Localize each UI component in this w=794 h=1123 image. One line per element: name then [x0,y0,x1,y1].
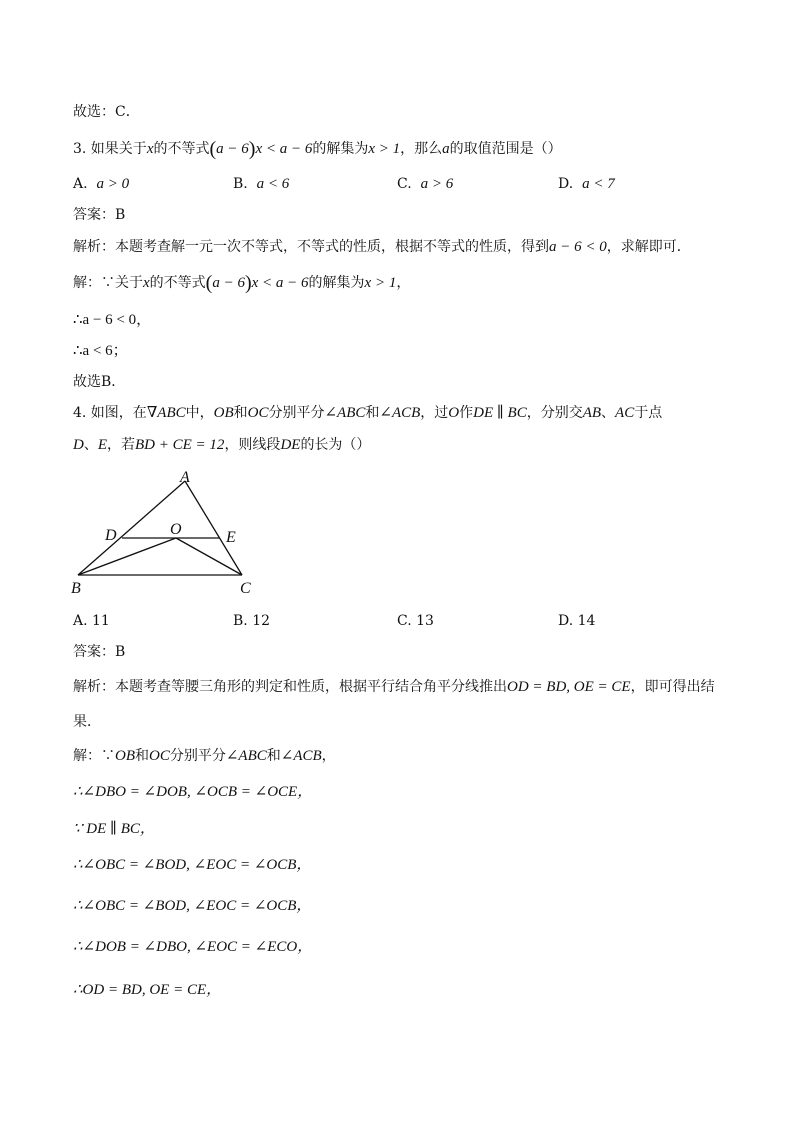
q3-option-b: B. a < 6 [233,176,290,192]
q3-sol-text: ， [396,275,411,291]
q3-step-1: ∴a − 6 < 0， [73,312,152,328]
q3-sol-ineq: x < a − 6 [251,275,309,291]
q3-sol-text: 的不等式 [149,275,206,291]
q4-step-1: ∴∠DBO = ∠DOB, ∠OCB = ∠OCE， [73,784,313,800]
q3-analysis-text: 解析：本题考查解一元一次不等式，不等式的性质，根据不等式的性质，得到 [73,239,549,255]
q3-stem-var: x [146,141,154,157]
q3-sol-var: x [143,275,150,291]
q4-analysis-cont: 果． [73,714,101,730]
q3-answer: 答案：B [73,207,126,223]
q4-option-b: B. 12 [233,613,271,629]
q4-answer: 答案：B [73,644,126,660]
q3-analysis-text: ，求解即可． [606,239,691,255]
q3-stem-text: 的解集为 [312,141,369,157]
segment-ob [78,538,176,575]
q3-stem-text: 的取值范围是（） [449,141,562,157]
q3-analysis [73,237,691,257]
prev-conclusion: 故选：C． [73,104,140,120]
q4-step-2: ∵ DE ∥ BC， [73,821,155,837]
q4-step-4: ∴∠OBC = ∠BOD, ∠EOC = ∠OCB， [73,898,312,914]
q3-step-2: ∴a < 6； [73,343,128,359]
q3-sol-text: 的解集为 [308,275,365,291]
q3-option-c: C. a > 6 [397,176,454,192]
q3-analysis-expr: a − 6 < 0 [549,239,607,255]
q3-solution-line: 解：∵关于x的不等式(a − 6)x < a − 6的解集为x > 1， [73,272,411,294]
triangle-figure [70,468,270,598]
q4-step-5: ∴∠DOB = ∠DBO, ∠EOC = ∠ECO， [73,939,313,955]
q4-option-a: A. 11 [73,613,110,629]
label-o: O [170,521,182,538]
q3-option-a: A. a > 0 [73,176,130,192]
q3-option-d: D. a < 7 [558,176,615,192]
q3-sol-expr: a − 6 [212,275,245,291]
label-b: B [71,580,81,597]
q3-stem-ineq: x < a − 6 [255,141,313,157]
label-d: D [105,527,117,544]
q3-stem: 3. 如果关于x的不等式(a − 6)x < a − 6的解集为x > 1，那么a的取值范围是（） [73,138,562,160]
q3-stem-solution: x > 1 [368,141,401,157]
q3-sol-solution: x > 1 [364,275,397,291]
q4-step-6: ∴OD = BD, OE = CE， [73,982,222,998]
q4-stem-line-2: D、E，若BD + CE = 12，则线段DE的长为（） [73,437,371,453]
q3-stem-expr: a − 6 [216,141,249,157]
q3-stem-text: 的不等式 [153,141,210,157]
q3-stem-var: a [442,141,450,157]
q4-option-d: D. 14 [558,613,596,629]
label-e: E [226,529,236,546]
q4-stem-line-1: 4. 如图，在∇ABC中，OB和OC分别平分∠ABC和∠ACB，过O作DE ∥ BC，分别交AB、AC于点 [73,405,663,421]
label-c: C [240,580,251,597]
q3-conclusion: 故选B． [73,374,126,390]
q4-option-c: C. 13 [397,613,434,629]
label-a: A [180,469,190,486]
q4-analysis: 解析：本题考查等腰三角形的判定和性质，根据平行结合角平分线推出OD = BD, OE = CE，即可得出结 [73,679,715,695]
q3-stem-text: 3. 如果关于 [73,141,147,157]
segment-ac [185,481,242,575]
segment-ab [78,481,185,575]
q3-stem-text: ，那么 [400,141,443,157]
q3-sol-text: 解：∵关于 [73,275,143,291]
q4-step-3: ∴∠OBC = ∠BOD, ∠EOC = ∠OCB， [73,857,312,873]
q4-solution-line: 解：∵OB和OC分别平分∠ABC和∠ACB， [73,748,336,764]
